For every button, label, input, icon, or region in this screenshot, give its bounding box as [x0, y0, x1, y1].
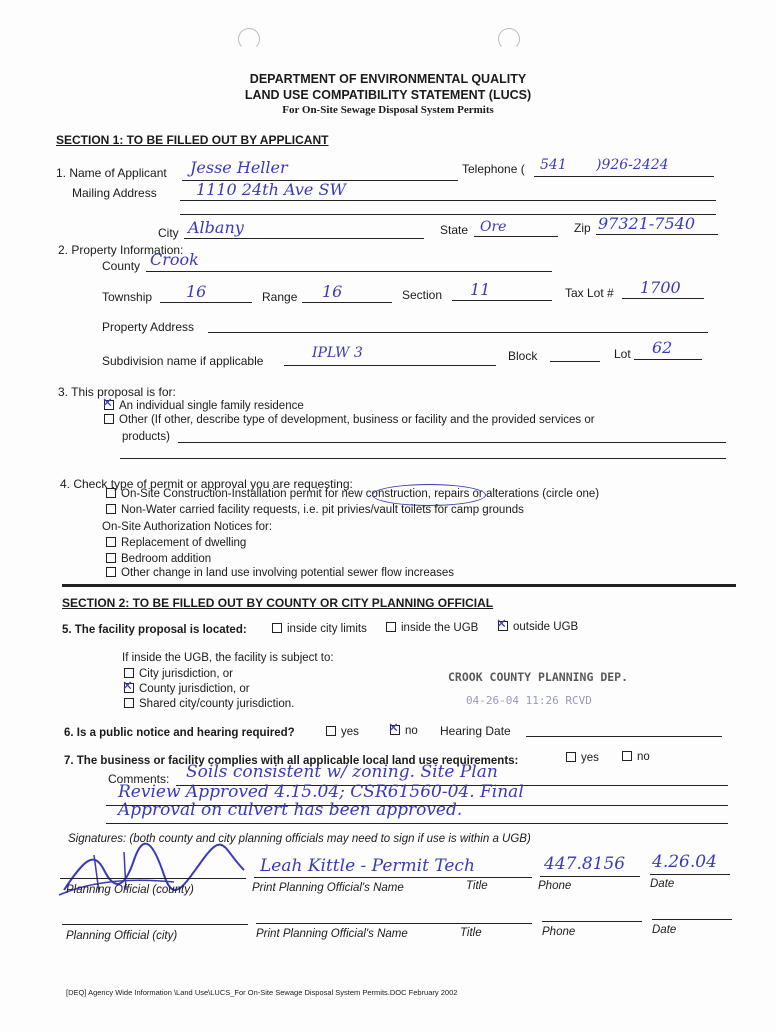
public-notice-yes[interactable]: yes: [326, 726, 359, 738]
ugb-jurisdiction-label: If inside the UGB, the facility is subject to:: [122, 652, 334, 664]
checkbox-checked[interactable]: [498, 621, 508, 631]
proposal-option-other[interactable]: Other (If other, describe type of development, business or facility and the provided services or: [104, 414, 595, 426]
handwritten-circle: [372, 484, 486, 506]
block-label: Block: [508, 349, 538, 363]
comment-line-1[interactable]: Soils consistent w/ zoning. Site Plan: [186, 762, 498, 782]
property-info-label: 2. Property Information:: [58, 243, 184, 257]
township-label: Township: [102, 290, 153, 304]
state-field[interactable]: Ore: [480, 219, 507, 235]
received-stamp-date: 04-26-04 11:26 RCVD: [466, 694, 592, 707]
authorization-notices-label: On-Site Authorization Notices for:: [102, 521, 273, 533]
township-field[interactable]: 16: [186, 282, 207, 301]
compliance-label: 7. The business or facility complies with all applicable local land use requirements:: [64, 755, 519, 767]
permit-option-construction[interactable]: On-Site Construction-Installation permit for new construction, repairs or alterations (circle one): [106, 488, 599, 500]
jurisdiction-city[interactable]: City jurisdiction, or: [124, 668, 233, 680]
option-other-change[interactable]: Other change in land use involving potential sewer flow increases: [106, 567, 454, 579]
range-label: Range: [262, 290, 298, 304]
checkbox[interactable]: [272, 623, 282, 633]
city-date-label: Date: [652, 924, 677, 936]
permit-type-label: 4. Check type of permit or approval you are requesting:: [60, 477, 353, 491]
city-phone-label: Phone: [542, 926, 576, 938]
checkbox-checked[interactable]: [104, 400, 114, 410]
taxlot-field[interactable]: 1700: [640, 278, 681, 297]
checkbox[interactable]: [104, 414, 114, 424]
location-inside-city[interactable]: inside city limits: [272, 623, 367, 635]
permit-option-non-water[interactable]: Non-Water carried facility requests, i.e. pit privies/vault toilets for camp grounds: [106, 504, 524, 516]
section-divider: [62, 584, 736, 587]
checkbox[interactable]: [326, 726, 336, 736]
checkbox[interactable]: [106, 504, 116, 514]
phone-number-field[interactable]: )926-2424: [596, 157, 669, 173]
public-notice-no[interactable]: ✕ no: [390, 725, 418, 737]
compliance-no[interactable]: no: [622, 751, 650, 763]
zip-field[interactable]: 97321-7540: [598, 214, 696, 233]
subdivision-field[interactable]: IPLW 3: [312, 345, 363, 361]
state-label: State: [440, 223, 469, 237]
county-phone-label: Phone: [538, 880, 572, 892]
comments-label: Comments:: [108, 772, 170, 786]
range-field[interactable]: 16: [322, 282, 343, 301]
public-notice-label: 6. Is a public notice and hearing required?: [64, 727, 295, 739]
received-stamp-title: CROOK COUNTY PLANNING DEP.: [448, 670, 629, 684]
county-field[interactable]: Crook: [150, 250, 199, 269]
county-official-label: Planning Official (county): [66, 884, 194, 896]
checkbox[interactable]: [622, 751, 632, 761]
proposal-option-residence[interactable]: ✕An individual single family residence: [104, 400, 304, 412]
city-title-label: Title: [460, 927, 482, 939]
option-replacement-dwelling[interactable]: Replacement of dwelling: [106, 537, 246, 549]
county-date-label: Date: [650, 878, 675, 890]
document-footer: [DEQ] Agency Wide Information \Land Use\LUCS_For On-Site Sewage Disposal System Permits.DOC February 2002: [66, 988, 458, 997]
mailing-address-field[interactable]: 1110 24th Ave SW: [196, 180, 346, 199]
phone-area-field[interactable]: 541: [540, 157, 567, 173]
comment-line-3[interactable]: Approval on culvert has been approved.: [118, 800, 463, 820]
checkbox[interactable]: [566, 752, 576, 762]
compliance-yes[interactable]: yes: [566, 752, 599, 764]
checkbox[interactable]: [106, 537, 116, 547]
applicant-name-field[interactable]: Jesse Heller: [190, 158, 288, 177]
jurisdiction-county[interactable]: ✕County jurisdiction, or: [124, 683, 250, 695]
location-outside-ugb[interactable]: ✕ outside UGB: [498, 621, 578, 633]
section-field[interactable]: 11: [470, 280, 491, 299]
city-print-name-label: Print Planning Official's Name: [256, 928, 408, 940]
option-bedroom-addition[interactable]: Bedroom addition: [106, 553, 211, 565]
lot-label: Lot: [614, 347, 631, 361]
checkbox[interactable]: [106, 488, 116, 498]
zip-label: Zip: [574, 221, 591, 235]
telephone-label: Telephone (: [462, 162, 525, 176]
proposal-label: 3. This proposal is for:: [58, 385, 176, 399]
property-address-label: Property Address: [102, 320, 195, 334]
section1-title: SECTION 1: TO BE FILLED OUT BY APPLICANT: [56, 133, 329, 147]
official-phone-field[interactable]: 447.8156: [544, 854, 626, 874]
checkbox[interactable]: [124, 668, 134, 678]
section-label: Section: [402, 288, 443, 302]
proposal-other-products-label: products): [122, 431, 170, 443]
taxlot-label: Tax Lot #: [565, 286, 614, 300]
print-name-field[interactable]: Leah Kittle - Permit Tech: [260, 856, 475, 876]
punch-hole: [238, 28, 260, 50]
hearing-date-label: Hearing Date: [440, 724, 511, 738]
checkbox-checked[interactable]: [124, 683, 134, 693]
county-label: County: [102, 259, 141, 273]
checkbox[interactable]: [124, 698, 134, 708]
checkbox[interactable]: [386, 622, 396, 632]
jurisdiction-shared[interactable]: Shared city/county jurisdiction.: [124, 698, 294, 710]
county-print-name-label: Print Planning Official's Name: [252, 882, 404, 894]
signatures-note: Signatures: (both county and city planning officials may need to sign if use is within a UGB): [68, 833, 531, 845]
lot-field[interactable]: 62: [652, 338, 673, 357]
city-official-label: Planning Official (city): [66, 930, 178, 942]
comment-line-2[interactable]: Review Approved 4.15.04; CSR61560-04. Final: [118, 782, 524, 802]
city-field[interactable]: Albany: [188, 218, 244, 237]
checkbox[interactable]: [106, 553, 116, 563]
official-date-field[interactable]: 4.26.04: [652, 852, 717, 872]
location-inside-ugb[interactable]: inside the UGB: [386, 622, 478, 634]
section2-title: SECTION 2: TO BE FILLED OUT BY COUNTY OR CITY PLANNING OFFICIAL: [62, 596, 494, 610]
header-title: LAND USE COMPATIBILITY STATEMENT (LUCS): [244, 88, 532, 102]
mailing-address-label: Mailing Address: [72, 186, 157, 200]
punch-hole: [498, 28, 520, 50]
checkbox-checked[interactable]: [390, 725, 400, 735]
checkbox[interactable]: [106, 567, 116, 577]
facility-location-label: 5. The facility proposal is located:: [62, 624, 247, 636]
header-subtitle: For On-Site Sewage Disposal System Permits: [282, 104, 494, 116]
county-title-label: Title: [466, 880, 488, 892]
city-label: City: [158, 226, 179, 240]
subdivision-label: Subdivision name if applicable: [102, 354, 264, 368]
applicant-name-label: 1. Name of Applicant: [56, 166, 167, 180]
header-department: DEPARTMENT OF ENVIRONMENTAL QUALITY: [249, 72, 527, 86]
